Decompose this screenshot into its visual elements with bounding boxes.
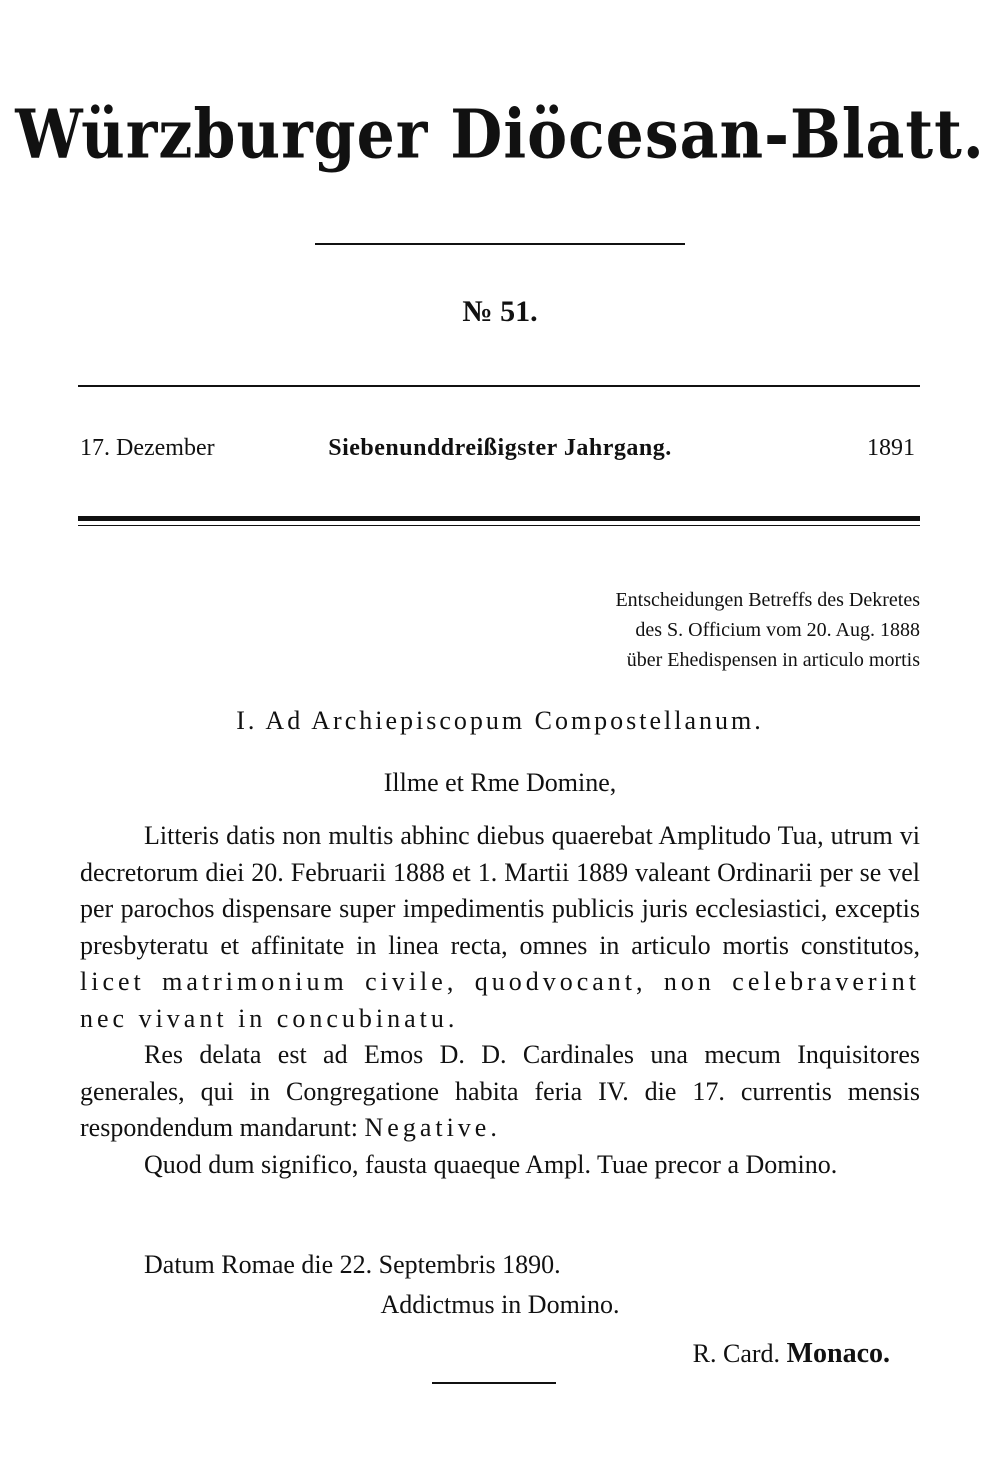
header-rule-thin xyxy=(78,525,920,526)
topic-line: des S. Officium vom 20. Aug. 1888 xyxy=(635,619,920,641)
topic-line: über Ehedispensen in articulo mortis xyxy=(626,649,920,671)
paragraph-text: Res delata est ad Emos D. D. Cardinales una mecum Inquisitores generales, qui in Congregatione habita feria IV. die 17. currentis mensis respondendum mandarunt: xyxy=(80,1040,920,1142)
topic-line: Entscheidungen Betreffs des Dekretes xyxy=(615,589,920,611)
letter-closing: Addictmus in Domino. xyxy=(380,1290,620,1319)
spaced-emphasis: licet matrimonium civile, quodvocant, non celebraverint nec vivant in concubinatu. xyxy=(80,967,920,1033)
spaced-emphasis: Negative. xyxy=(364,1113,501,1142)
end-divider xyxy=(432,1382,556,1384)
paragraph xyxy=(80,1037,920,1147)
issue-year: 1891 xyxy=(867,435,915,461)
signature-prefix: R. Card. xyxy=(692,1339,781,1368)
volume-label: Siebenunddreißigster Jahrgang. xyxy=(328,435,672,461)
letter-signature xyxy=(693,1338,890,1370)
letter-salutation: Illme et Rme Domine, xyxy=(383,768,617,797)
header-rule-top xyxy=(78,385,920,387)
paragraph-text: Quod dum significo, fausta quaeque Ampl. Tuae precor a Domino. xyxy=(144,1149,838,1179)
newspaper-title: Würzburger Diöcesan-Blatt. xyxy=(15,95,985,175)
issue-number: № 51. xyxy=(462,295,538,328)
letter-heading: I. Ad Archiepiscopum Compostellanum. xyxy=(236,706,764,735)
header-rule-thick xyxy=(78,516,920,521)
issue-date: 17. Dezember xyxy=(80,435,215,461)
letter-date: Datum Romae die 22. Septembris 1890. xyxy=(144,1250,561,1279)
signature-name: Monaco. xyxy=(786,1338,890,1369)
paragraph xyxy=(80,1147,920,1184)
letter-body xyxy=(80,818,920,1183)
paragraph xyxy=(80,818,920,1037)
title-divider xyxy=(315,243,685,245)
article-topic xyxy=(480,585,920,675)
paragraph-text: Litteris datis non multis abhinc diebus quaerebat Amplitudo Tua, utrum vi decretorum diei 20. Februarii 1888 et 1. Martii 1889 valeant Ordinarii per se vel per parochos dispensare super impedimentis publicis juris ecclesiastici, exceptis presbyteratu et affinitate in linea recta, omnes in articulo mortis constitutos, xyxy=(80,821,920,960)
